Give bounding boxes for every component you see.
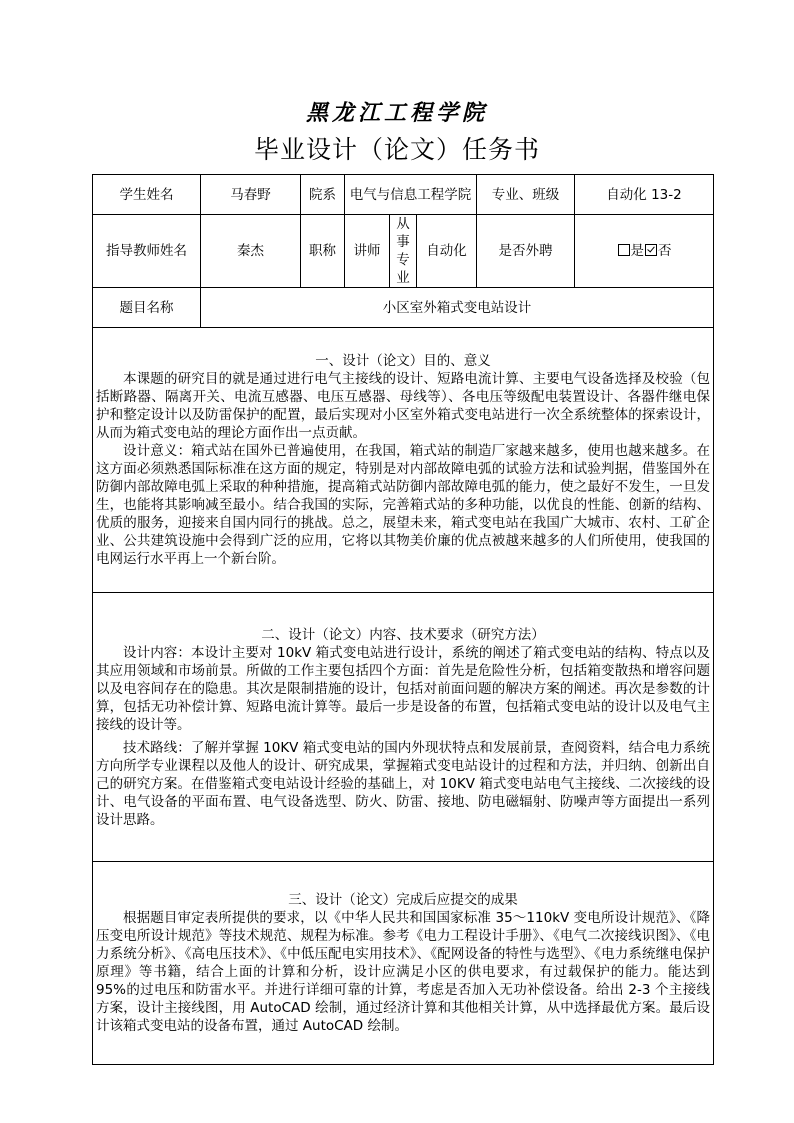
option-yes-label: 是 <box>630 243 645 259</box>
school-logo: 黑龙江工程学院 <box>305 100 488 126</box>
checkbox-yes[interactable] <box>618 244 630 256</box>
section-purpose <box>93 328 714 593</box>
row-section-1 <box>93 328 714 593</box>
section-2-heading: 二、设计（论文）内容、技术要求（研究方法） <box>261 626 545 643</box>
section-3-paragraph-1: 根据题目审定表所提供的要求，以《中华人民共和国国家标准 35～110kV 变电所设计规范》、《降压变电所设计规范》等技术规范、规程为标准。参考《电力工程设计手册》、《电气二次接线识图》、《电力系统分析》、《高电压技术》、《中低压配电实用技术》、《配网设备的特性与选型》、《电力系统继电保护原理》等书籍，结合上面的计算和分析，设计应满足小区的供电要求，有过载保护的能力。能达到 95%的过电压和防雷水平。并进行详细可靠的计算，考虑是否加入无功补偿设备。给出 2-3 个主接线方案，设计主接线图，用 AutoCAD 绘制，通过经济计算和其他相关计算，从中选择最优方案。最后设计该箱式变电站的设备布置，通过 AutoCAD 绘制。 <box>96 910 711 1034</box>
section-deliverables <box>93 862 714 1065</box>
field-value: 自动化 <box>417 215 477 288</box>
page-title: 毕业设计（论文）任务书 <box>253 135 540 164</box>
row-advisor <box>93 215 714 288</box>
checkbox-no-checked[interactable] <box>645 244 657 256</box>
row-student <box>93 175 714 215</box>
section-1-paragraph-2: 设计意义：箱式站在国外已普遍使用，在我国，箱式站的制造厂家越来越多，使用也越来越多。在这方面必须熟悉国际标准在这方面的规定，特别是对内部故障电弧的试验方法和试验判据，借鉴国外在防御内部故障电弧上采取的种种措施，提高箱式站防御内部故障电弧的能力，使之最好不发生，一旦发生，也能将其影响减至最小。结合我国的实际，完善箱式站的多种功能，以优良的性能、创新的结构、优质的服务，迎接来自国内同行的挑战。总之，展望未来，箱式变电站在我国广大城市、农村、工矿企业、公共建筑设施中会得到广泛的应用，它将以其物美价廉的优点被越来越多的人们所使用，使我国的电网运行水平再上一个新台阶。 <box>96 443 711 567</box>
section-1-paragraph-1: 本课题的研究目的就是通过进行电气主接线的设计、短路电流计算、主要电气设备选择及校验（包括断路器、隔离开关、电流互感器、电压互感器、母线等）、各电压等级配电装置设计、各器件继电保护和整定设计以及防雷保护的配置，最后实现对小区室外箱式变电站进行一次全系统整体的探索设计，从而为箱式变电站的理论方面作出一点贡献。 <box>96 371 711 441</box>
professional-title-label: 职称 <box>301 215 345 288</box>
row-topic <box>93 288 714 328</box>
topic-value: 小区室外箱式变电站设计 <box>201 288 714 328</box>
advisor-name-label: 指导教师姓名 <box>93 215 201 288</box>
professional-title-value: 讲师 <box>345 215 390 288</box>
student-name-value: 马春野 <box>201 175 301 215</box>
section-3-heading: 三、设计（论文）完成后应提交的成果 <box>288 892 518 908</box>
section-content <box>93 593 714 862</box>
field-label: 从事专业 <box>390 215 417 288</box>
section-1-heading: 一、设计（论文）目的、意义 <box>315 353 491 369</box>
advisor-name-value: 秦杰 <box>201 215 301 288</box>
department-value: 电气与信息工程学院 <box>345 175 477 215</box>
external-hire-label: 是否外聘 <box>477 215 575 288</box>
major-class-value: 自动化 13-2 <box>575 175 714 215</box>
topic-label: 题目名称 <box>93 288 201 328</box>
row-section-2 <box>93 593 714 862</box>
row-section-3 <box>93 862 714 1065</box>
major-class-label: 专业、班级 <box>477 175 575 215</box>
section-2-paragraph-2: 技术路线：了解并掌握 10KV 箱式变电站的国内外现状特点和发展前景，查阅资料，结合电力系统方向所学专业课程以及他人的设计、研究成果，掌握箱式变电站设计的过程和方法，并归纳、创新出自己的研究方案。在借鉴箱式变电站设计经验的基础上，对 10KV 箱式变电站电气主接线、二次接线的设计、电气设备的平面布置、电气设备选型、防火、防雷、接地、防电磁辐射、防噪声等方面提出一系列设计思路。 <box>96 739 711 828</box>
department-label: 院系 <box>301 175 345 215</box>
section-2-paragraph-1: 设计内容：本设计主要对 10kV 箱式变电站进行设计，系统的阐述了箱式变电站的结构、特点以及其应用领域和市场前景。所做的工作主要包括四个方面：首先是危险性分析，包括箱变散热和增容问题以及电容间存在的隐患。其次是限制措施的设计，包括对前面问题的解决方案的阐述。再次是参数的计算，包括无功补偿计算、短路电流计算等。最后一步是设备的布置，包括箱式变电站的设计以及电气主接线的设计等。 <box>96 644 711 733</box>
option-no-label: 否 <box>658 243 672 259</box>
external-hire-options <box>575 215 714 288</box>
task-form-table <box>92 174 714 1065</box>
student-name-label: 学生姓名 <box>93 175 201 215</box>
